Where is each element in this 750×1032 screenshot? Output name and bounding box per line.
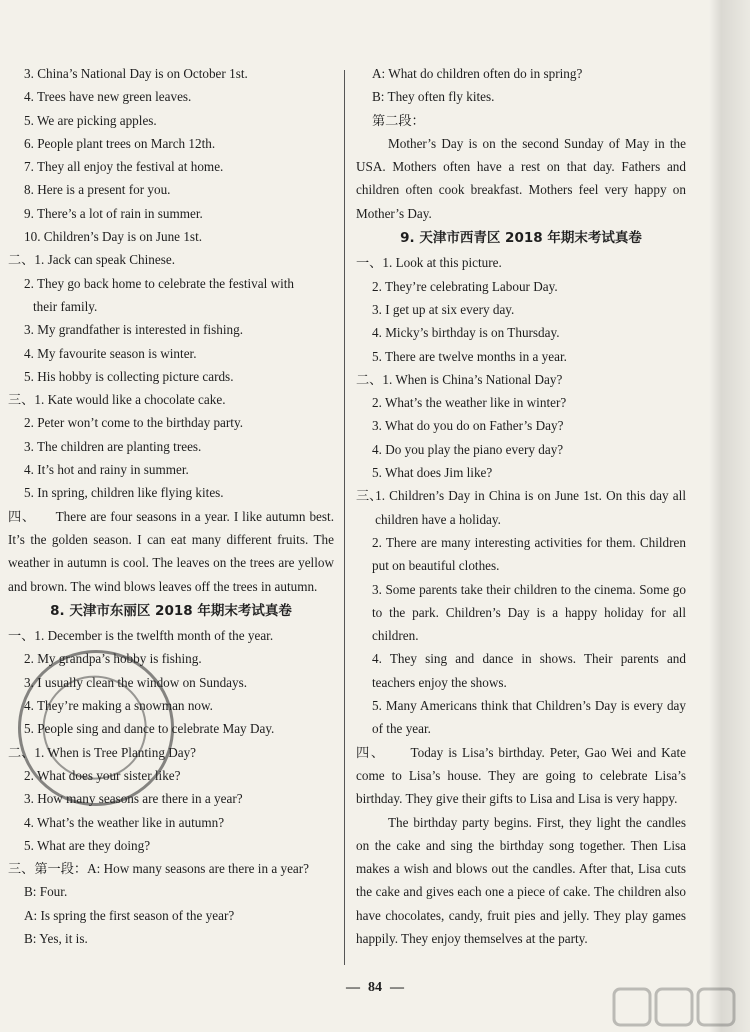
s9-section-2-row — [356, 368, 686, 391]
section-marker: 一、 — [356, 255, 383, 271]
page-number-value: 84 — [368, 980, 382, 995]
section-heading-8: 8. 天津市东丽区 2018 年期末考试真卷 — [50, 602, 292, 619]
paragraph-text: There are four seasons in a year. I like autumn best. It’s the golden season. I can eat many different fruits. The weather in autumn is cool. The leaves on the trees are yellow and brown. The wind blows leaves off the trees in autumn. — [8, 508, 334, 594]
section-2-row — [8, 248, 334, 271]
section-marker: 四、 — [356, 744, 386, 760]
answer-line: 4. Micky’s birthday is on Thursday. — [372, 325, 560, 341]
s9-section-1-row — [356, 251, 686, 274]
footer-dash: — — [390, 980, 404, 995]
footer-dash: — — [346, 980, 360, 995]
answer-line: 1. When is China’s National Day? — [382, 371, 563, 387]
answer-line: 2. What’s the weather like in winter? — [372, 395, 567, 411]
answer-line: 3. What do you do on Father’s Day? — [372, 418, 564, 434]
dialogue-line: 第一段：A: How many seasons are there in a year? — [34, 861, 310, 877]
answer-line: 4. Trees have new green leaves. — [24, 89, 192, 105]
answer-line: 4. My favourite season is winter. — [24, 345, 197, 361]
answer-line: 6. People plant trees on March 12th. — [24, 135, 216, 151]
section-4-paragraph — [8, 505, 334, 598]
answer-line: 5. What are they doing? — [24, 837, 151, 853]
page-binding-shadow — [709, 0, 750, 1032]
answer-paragraph: 5. Many Americans think that Children’s Day is every day of the year. — [372, 698, 686, 737]
answer-line: 5. People sing and dance to celebrate May Day. — [24, 721, 275, 737]
answer-line: 7. They all enjoy the festival at home. — [24, 159, 224, 175]
dialogue-line: A: Is spring the first season of the year? — [24, 907, 235, 923]
s8-section-1-row — [8, 624, 334, 647]
answer-line: 5. His hobby is collecting picture cards. — [24, 368, 234, 384]
s8-section-3-row — [8, 857, 334, 880]
section-marker: 四、 — [8, 508, 36, 524]
answer-line: 4. What’s the weather like in autumn? — [24, 814, 225, 830]
watermark-logo — [612, 985, 747, 1030]
answer-line: 2. They’re celebrating Labour Day. — [372, 278, 558, 294]
section-marker: 二、 — [8, 744, 35, 760]
answer-line: 3. My grandfather is interested in fishing. — [24, 322, 244, 338]
section-3-row — [8, 388, 334, 411]
section-marker: 三、 — [8, 861, 35, 877]
s9-section-4-paragraph-1 — [356, 741, 686, 811]
answer-line: 2. What does your sister like? — [24, 767, 181, 783]
answer-line: 5. What does Jim like? — [372, 465, 493, 481]
answer-line: 3. I get up at six every day. — [372, 301, 515, 317]
left-column — [8, 62, 334, 950]
answer-line: 3. The children are planting trees. — [24, 438, 202, 454]
section-7-answers-part1 — [8, 62, 334, 248]
answer-line: their family. — [33, 298, 98, 314]
answer-line: 1. December is the twelfth month of the year. — [34, 628, 274, 644]
answer-line: 2. My grandpa’s hobby is fishing. — [24, 651, 202, 667]
column-divider — [344, 70, 345, 965]
answer-line: 5. There are twelve months in a year. — [372, 348, 567, 364]
stamp-inner-ring — [24, 657, 165, 798]
dialogue-line: B: They often fly kites. — [372, 89, 495, 105]
paragraph-text: Today is Lisa’s birthday. Peter, Gao Wei and Kate come to Lisa’s house. They are going to celebrate Lisa’s birthday. They give their gifts to Lisa and Lisa is very happy. — [356, 744, 687, 807]
answer-line: 4. It’s hot and rainy in summer. — [24, 462, 189, 478]
passage-label: 第二段： — [372, 112, 425, 128]
section-marker: 三、 — [356, 488, 383, 504]
answer-line: 1. Kate would like a chocolate cake. — [34, 392, 226, 408]
dialogue-line: B: Yes, it is. — [24, 930, 88, 946]
answer-line: 8. Here is a present for you. — [24, 182, 171, 198]
answer-paragraph: 3. Some parents take their children to the cinema. Some go to the park. Children’s Day is a happy holiday for all children. — [372, 581, 686, 644]
answer-line: 5. We are picking apples. — [24, 112, 157, 128]
answer-line: 3. How many seasons are there in a year? — [24, 791, 243, 807]
answer-paragraph: 2. There are many interesting activities for them. Children put on beautiful clothes. — [372, 534, 686, 574]
answer-line: 9. There’s a lot of rain in summer. — [24, 205, 203, 221]
answer-line: 3. China’s National Day is on October 1st. — [24, 66, 248, 81]
right-column — [356, 62, 686, 950]
answer-line: 1. When is Tree Planting Day? — [34, 744, 197, 760]
answer-line: 3. I usually clean the window on Sundays. — [24, 674, 248, 690]
dialogue-line: B: Four. — [24, 884, 68, 900]
answer-line: 1. Jack can speak Chinese. — [34, 252, 175, 268]
s9-section-3-row — [356, 484, 686, 531]
answer-line: 2. Peter won’t come to the birthday party. — [24, 415, 244, 431]
answer-paragraph: 4. They sing and dance in shows. Their parents and teachers enjoy the shows. — [372, 651, 686, 690]
section-heading-9: 9. 天津市西青区 2018 年期末考试真卷 — [400, 230, 642, 247]
s9-section-4-paragraph-2: The birthday party begins. First, they light the candles on the cake and sing the birthday song together. Then Lisa makes a wish and blows out the candles. After that, Lisa cuts the cake and gives each one a piece of cake. The children also have chocolates, candy, fruit pies and jelly. They play games happily. They enjoy themselves at the party. — [356, 814, 686, 946]
answer-line: 4. They’re making a snowman now. — [24, 698, 213, 714]
passage-paragraph: Mother’s Day is on the second Sunday of May in the USA. Mothers often have a rest on that day. Fathers and children often cook breakfast. Mothers feel very happy on Mother’s Day. — [356, 135, 686, 221]
answer-line: 4. Do you play the piano every day? — [372, 441, 564, 457]
answer-line: 5. In spring, children like flying kites. — [24, 485, 224, 501]
section-marker: 二、 — [356, 371, 383, 387]
section-marker: 二、 — [8, 252, 35, 268]
section-marker: 一、 — [8, 628, 35, 644]
answer-paragraph: 1. Children’s Day in China is on June 1st. On this day all children have a holiday. — [375, 488, 686, 527]
section-marker: 三、 — [8, 392, 35, 408]
dialogue-line: A: What do children often do in spring? — [372, 66, 583, 81]
answer-line: 2. They go back home to celebrate the festival with — [24, 275, 295, 291]
answer-line: 10. Children’s Day is on June 1st. — [24, 229, 203, 245]
answer-line: 1. Look at this picture. — [382, 255, 502, 271]
